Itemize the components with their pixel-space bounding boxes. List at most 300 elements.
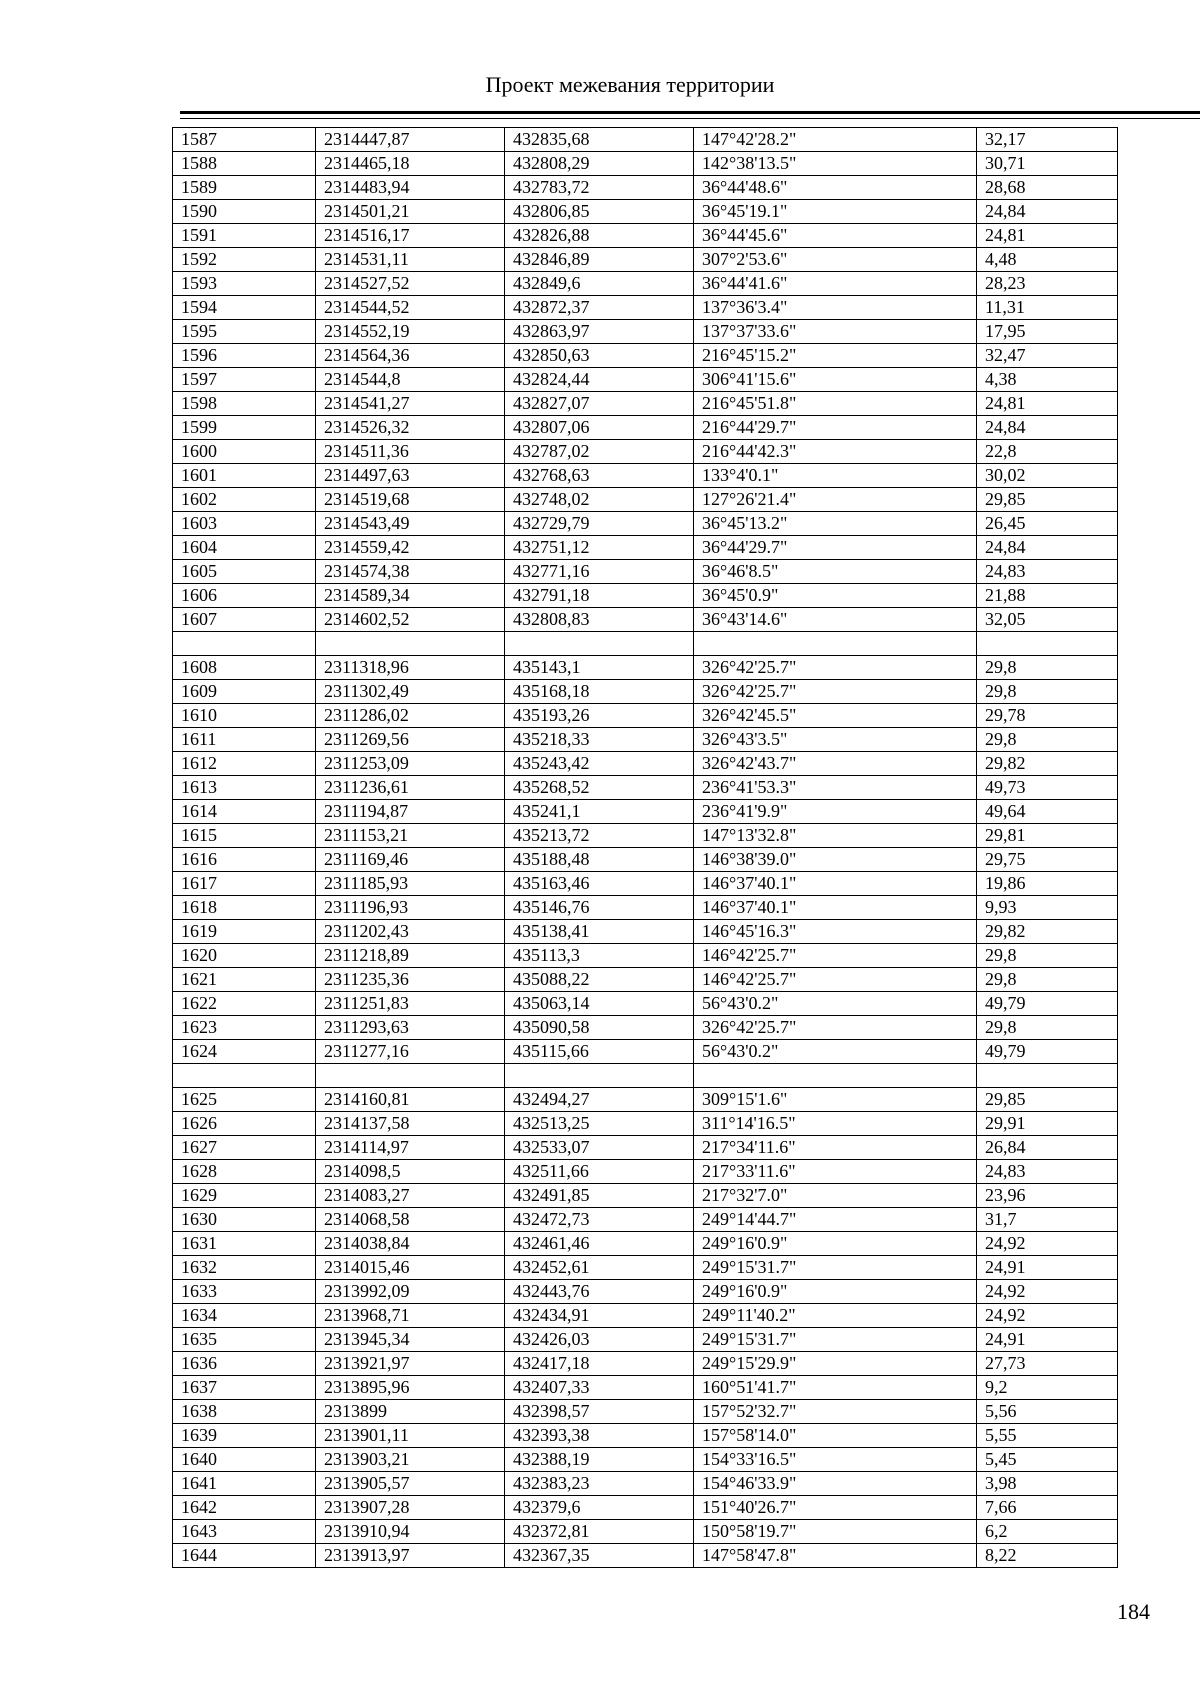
- bearing-cell: 157°52'32.7": [694, 1400, 977, 1424]
- point-number-cell: 1636: [173, 1352, 316, 1376]
- distance-cell: 30,02: [977, 464, 1118, 488]
- point-number-cell: 1640: [173, 1448, 316, 1472]
- point-number-cell: 1600: [173, 440, 316, 464]
- distance-cell: 5,55: [977, 1424, 1118, 1448]
- bearing-cell: 249°11'40.2": [694, 1304, 977, 1328]
- distance-cell: 8,22: [977, 1544, 1118, 1568]
- x-coordinate-cell: 2313913,97: [316, 1544, 505, 1568]
- y-coordinate-cell: 432826,88: [505, 224, 694, 248]
- table-row: [173, 224, 1118, 248]
- y-coordinate-cell: 432393,38: [505, 1424, 694, 1448]
- table-row: [173, 560, 1118, 584]
- page-number: 184: [1117, 1599, 1150, 1624]
- y-coordinate-cell: 432827,07: [505, 392, 694, 416]
- table-row: [173, 848, 1118, 872]
- bearing-cell: 36°44'29.7": [694, 536, 977, 560]
- point-number-cell: 1630: [173, 1208, 316, 1232]
- bearing-cell: 146°37'40.1": [694, 872, 977, 896]
- distance-cell: [977, 1064, 1118, 1088]
- bearing-cell: 36°45'19.1": [694, 200, 977, 224]
- y-coordinate-cell: 432452,61: [505, 1256, 694, 1280]
- table-row: [173, 440, 1118, 464]
- y-coordinate-cell: 432379,6: [505, 1496, 694, 1520]
- bearing-cell: 311°14'16.5": [694, 1112, 977, 1136]
- bearing-cell: 326°43'3.5": [694, 728, 977, 752]
- x-coordinate-cell: 2313895,96: [316, 1376, 505, 1400]
- x-coordinate-cell: 2311251,83: [316, 992, 505, 1016]
- table-row: [173, 728, 1118, 752]
- distance-cell: 24,84: [977, 416, 1118, 440]
- distance-cell: 11,31: [977, 296, 1118, 320]
- distance-cell: 24,81: [977, 224, 1118, 248]
- table-row: [173, 1424, 1118, 1448]
- bearing-cell: 249°15'29.9": [694, 1352, 977, 1376]
- point-number-cell: 1607: [173, 608, 316, 632]
- distance-cell: 6,2: [977, 1520, 1118, 1544]
- point-number-cell: 1635: [173, 1328, 316, 1352]
- x-coordinate-cell: 2314114,97: [316, 1136, 505, 1160]
- bearing-cell: 146°42'25.7": [694, 944, 977, 968]
- x-coordinate-cell: 2311236,61: [316, 776, 505, 800]
- bearing-cell: 36°44'41.6": [694, 272, 977, 296]
- x-coordinate-cell: 2311218,89: [316, 944, 505, 968]
- point-number-cell: 1625: [173, 1088, 316, 1112]
- table-row: [173, 992, 1118, 1016]
- distance-cell: 29,78: [977, 704, 1118, 728]
- distance-cell: 3,98: [977, 1472, 1118, 1496]
- distance-cell: 24,91: [977, 1256, 1118, 1280]
- distance-cell: 29,75: [977, 848, 1118, 872]
- point-number-cell: 1611: [173, 728, 316, 752]
- distance-cell: 23,96: [977, 1184, 1118, 1208]
- distance-cell: 24,92: [977, 1304, 1118, 1328]
- x-coordinate-cell: 2311153,21: [316, 824, 505, 848]
- point-number-cell: 1644: [173, 1544, 316, 1568]
- distance-cell: 32,47: [977, 344, 1118, 368]
- distance-cell: 24,91: [977, 1328, 1118, 1352]
- bearing-cell: 154°46'33.9": [694, 1472, 977, 1496]
- x-coordinate-cell: 2314098,5: [316, 1160, 505, 1184]
- table-row: [173, 1160, 1118, 1184]
- table-row: [173, 392, 1118, 416]
- y-coordinate-cell: 435113,3: [505, 944, 694, 968]
- distance-cell: 29,8: [977, 656, 1118, 680]
- table-row: [173, 1544, 1118, 1568]
- x-coordinate-cell: 2311235,36: [316, 968, 505, 992]
- bearing-cell: 142°38'13.5": [694, 152, 977, 176]
- distance-cell: 7,66: [977, 1496, 1118, 1520]
- y-coordinate-cell: 435168,18: [505, 680, 694, 704]
- distance-cell: 31,7: [977, 1208, 1118, 1232]
- y-coordinate-cell: 432511,66: [505, 1160, 694, 1184]
- point-number-cell: 1638: [173, 1400, 316, 1424]
- point-number-cell: 1597: [173, 368, 316, 392]
- distance-cell: 5,45: [977, 1448, 1118, 1472]
- table-row: [173, 1256, 1118, 1280]
- x-coordinate-cell: 2311286,02: [316, 704, 505, 728]
- distance-cell: 26,84: [977, 1136, 1118, 1160]
- distance-cell: 49,64: [977, 800, 1118, 824]
- table-row: [173, 1376, 1118, 1400]
- bearing-cell: 56°43'0.2": [694, 992, 977, 1016]
- x-coordinate-cell: 2311253,09: [316, 752, 505, 776]
- x-coordinate-cell: 2314160,81: [316, 1088, 505, 1112]
- x-coordinate-cell: [316, 1064, 505, 1088]
- distance-cell: 49,79: [977, 992, 1118, 1016]
- distance-cell: 28,68: [977, 176, 1118, 200]
- bearing-cell: 151°40'26.7": [694, 1496, 977, 1520]
- point-number-cell: 1596: [173, 344, 316, 368]
- table-row: [173, 752, 1118, 776]
- y-coordinate-cell: 432808,29: [505, 152, 694, 176]
- table-row: [173, 1400, 1118, 1424]
- distance-cell: 4,48: [977, 248, 1118, 272]
- bearing-cell: 249°14'44.7": [694, 1208, 977, 1232]
- y-coordinate-cell: 432729,79: [505, 512, 694, 536]
- point-number-cell: 1593: [173, 272, 316, 296]
- point-number-cell: 1609: [173, 680, 316, 704]
- y-coordinate-cell: 432768,63: [505, 464, 694, 488]
- x-coordinate-cell: 2314574,38: [316, 560, 505, 584]
- table-row: [173, 872, 1118, 896]
- x-coordinate-cell: 2311194,87: [316, 800, 505, 824]
- point-number-cell: 1624: [173, 1040, 316, 1064]
- x-coordinate-cell: 2313899: [316, 1400, 505, 1424]
- coordinates-table-body: [173, 128, 1118, 1568]
- x-coordinate-cell: [316, 632, 505, 656]
- distance-cell: 24,84: [977, 536, 1118, 560]
- bearing-cell: 157°58'14.0": [694, 1424, 977, 1448]
- y-coordinate-cell: 432807,06: [505, 416, 694, 440]
- table-row: [173, 704, 1118, 728]
- y-coordinate-cell: 435143,1: [505, 656, 694, 680]
- point-number-cell: 1639: [173, 1424, 316, 1448]
- distance-cell: 9,2: [977, 1376, 1118, 1400]
- bearing-cell: 36°46'8.5": [694, 560, 977, 584]
- point-number-cell: 1588: [173, 152, 316, 176]
- distance-cell: 29,91: [977, 1112, 1118, 1136]
- y-coordinate-cell: 435163,46: [505, 872, 694, 896]
- x-coordinate-cell: 2313945,34: [316, 1328, 505, 1352]
- y-coordinate-cell: 432383,23: [505, 1472, 694, 1496]
- table-row: [173, 1280, 1118, 1304]
- table-row: [173, 1064, 1118, 1088]
- point-number-cell: 1592: [173, 248, 316, 272]
- bearing-cell: 216°45'51.8": [694, 392, 977, 416]
- x-coordinate-cell: 2313907,28: [316, 1496, 505, 1520]
- x-coordinate-cell: 2313901,11: [316, 1424, 505, 1448]
- x-coordinate-cell: 2313910,94: [316, 1520, 505, 1544]
- point-number-cell: 1643: [173, 1520, 316, 1544]
- x-coordinate-cell: 2311196,93: [316, 896, 505, 920]
- table-row: [173, 1184, 1118, 1208]
- x-coordinate-cell: 2314083,27: [316, 1184, 505, 1208]
- distance-cell: 28,23: [977, 272, 1118, 296]
- distance-cell: 9,93: [977, 896, 1118, 920]
- table-row: [173, 1472, 1118, 1496]
- y-coordinate-cell: 432426,03: [505, 1328, 694, 1352]
- point-number-cell: 1622: [173, 992, 316, 1016]
- table-row: [173, 1448, 1118, 1472]
- y-coordinate-cell: 435146,76: [505, 896, 694, 920]
- table-row: [173, 1328, 1118, 1352]
- bearing-cell: 216°45'15.2": [694, 344, 977, 368]
- table-row: [173, 128, 1118, 152]
- x-coordinate-cell: 2311202,43: [316, 920, 505, 944]
- y-coordinate-cell: 435243,42: [505, 752, 694, 776]
- y-coordinate-cell: 432407,33: [505, 1376, 694, 1400]
- x-coordinate-cell: 2314543,49: [316, 512, 505, 536]
- point-number-cell: 1627: [173, 1136, 316, 1160]
- bearing-cell: 217°33'11.6": [694, 1160, 977, 1184]
- x-coordinate-cell: 2314541,27: [316, 392, 505, 416]
- distance-cell: 5,56: [977, 1400, 1118, 1424]
- table-row: [173, 416, 1118, 440]
- y-coordinate-cell: 432808,83: [505, 608, 694, 632]
- y-coordinate-cell: 435193,26: [505, 704, 694, 728]
- x-coordinate-cell: 2311302,49: [316, 680, 505, 704]
- distance-cell: 49,79: [977, 1040, 1118, 1064]
- point-number-cell: 1642: [173, 1496, 316, 1520]
- y-coordinate-cell: 432846,89: [505, 248, 694, 272]
- point-number-cell: 1610: [173, 704, 316, 728]
- distance-cell: 4,38: [977, 368, 1118, 392]
- distance-cell: 24,83: [977, 560, 1118, 584]
- table-row: [173, 1352, 1118, 1376]
- x-coordinate-cell: 2313921,97: [316, 1352, 505, 1376]
- distance-cell: 24,83: [977, 1160, 1118, 1184]
- point-number-cell: 1602: [173, 488, 316, 512]
- distance-cell: 24,92: [977, 1280, 1118, 1304]
- bearing-cell: 236°41'53.3": [694, 776, 977, 800]
- point-number-cell: 1604: [173, 536, 316, 560]
- bearing-cell: 216°44'29.7": [694, 416, 977, 440]
- table-row: [173, 272, 1118, 296]
- point-number-cell: 1616: [173, 848, 316, 872]
- table-row: [173, 680, 1118, 704]
- bearing-cell: 56°43'0.2": [694, 1040, 977, 1064]
- page-header-title: Проект межевания территории: [485, 72, 775, 97]
- y-coordinate-cell: 435213,72: [505, 824, 694, 848]
- coordinates-table: [172, 127, 1118, 1568]
- x-coordinate-cell: 2314068,58: [316, 1208, 505, 1232]
- point-number-cell: 1608: [173, 656, 316, 680]
- bearing-cell: 147°58'47.8": [694, 1544, 977, 1568]
- table-row: [173, 1088, 1118, 1112]
- table-row: [173, 296, 1118, 320]
- table-row: [173, 584, 1118, 608]
- point-number-cell: 1589: [173, 176, 316, 200]
- y-coordinate-cell: 432472,73: [505, 1208, 694, 1232]
- x-coordinate-cell: 2314038,84: [316, 1232, 505, 1256]
- bearing-cell: 306°41'15.6": [694, 368, 977, 392]
- point-number-cell: 1626: [173, 1112, 316, 1136]
- bearing-cell: 216°44'42.3": [694, 440, 977, 464]
- table-row: [173, 320, 1118, 344]
- bearing-cell: 147°13'32.8": [694, 824, 977, 848]
- table-row: [173, 944, 1118, 968]
- point-number-cell: 1623: [173, 1016, 316, 1040]
- table-row: [173, 368, 1118, 392]
- distance-cell: [977, 632, 1118, 656]
- point-number-cell: 1620: [173, 944, 316, 968]
- header-rule-thin: [180, 118, 1200, 119]
- point-number-cell: 1634: [173, 1304, 316, 1328]
- x-coordinate-cell: 2314531,11: [316, 248, 505, 272]
- distance-cell: 29,85: [977, 488, 1118, 512]
- distance-cell: 22,8: [977, 440, 1118, 464]
- bearing-cell: 326°42'45.5": [694, 704, 977, 728]
- bearing-cell: 236°41'9.9": [694, 800, 977, 824]
- bearing-cell: 146°45'16.3": [694, 920, 977, 944]
- bearing-cell: 326°42'25.7": [694, 1016, 977, 1040]
- y-coordinate-cell: 432434,91: [505, 1304, 694, 1328]
- bearing-cell: 36°45'0.9": [694, 584, 977, 608]
- distance-cell: 30,71: [977, 152, 1118, 176]
- x-coordinate-cell: 2313905,57: [316, 1472, 505, 1496]
- distance-cell: 29,81: [977, 824, 1118, 848]
- distance-cell: 29,8: [977, 1016, 1118, 1040]
- bearing-cell: 217°34'11.6": [694, 1136, 977, 1160]
- distance-cell: 27,73: [977, 1352, 1118, 1376]
- point-number-cell: 1590: [173, 200, 316, 224]
- table-row: [173, 1232, 1118, 1256]
- table-row: [173, 968, 1118, 992]
- y-coordinate-cell: [505, 1064, 694, 1088]
- x-coordinate-cell: 2314501,21: [316, 200, 505, 224]
- y-coordinate-cell: 435188,48: [505, 848, 694, 872]
- y-coordinate-cell: 432417,18: [505, 1352, 694, 1376]
- y-coordinate-cell: 432791,18: [505, 584, 694, 608]
- bearing-cell: 146°38'39.0": [694, 848, 977, 872]
- bearing-cell: 36°45'13.2": [694, 512, 977, 536]
- y-coordinate-cell: 432872,37: [505, 296, 694, 320]
- point-number-cell: 1633: [173, 1280, 316, 1304]
- x-coordinate-cell: 2314015,46: [316, 1256, 505, 1280]
- bearing-cell: 137°36'3.4": [694, 296, 977, 320]
- y-coordinate-cell: 432491,85: [505, 1184, 694, 1208]
- distance-cell: 29,82: [977, 920, 1118, 944]
- x-coordinate-cell: 2314552,19: [316, 320, 505, 344]
- x-coordinate-cell: 2313968,71: [316, 1304, 505, 1328]
- table-row: [173, 632, 1118, 656]
- table-row: [173, 1208, 1118, 1232]
- distance-cell: 21,88: [977, 584, 1118, 608]
- x-coordinate-cell: 2314497,63: [316, 464, 505, 488]
- x-coordinate-cell: 2311185,93: [316, 872, 505, 896]
- bearing-cell: 249°15'31.7": [694, 1328, 977, 1352]
- y-coordinate-cell: 432863,97: [505, 320, 694, 344]
- y-coordinate-cell: 432461,46: [505, 1232, 694, 1256]
- distance-cell: 29,8: [977, 728, 1118, 752]
- y-coordinate-cell: 432771,16: [505, 560, 694, 584]
- point-number-cell: 1595: [173, 320, 316, 344]
- bearing-cell: 150°58'19.7": [694, 1520, 977, 1544]
- bearing-cell: 307°2'53.6": [694, 248, 977, 272]
- bearing-cell: 154°33'16.5": [694, 1448, 977, 1472]
- table-row: [173, 1112, 1118, 1136]
- point-number-cell: 1599: [173, 416, 316, 440]
- table-row: [173, 1520, 1118, 1544]
- y-coordinate-cell: 435088,22: [505, 968, 694, 992]
- bearing-cell: 127°26'21.4": [694, 488, 977, 512]
- bearing-cell: 326°42'25.7": [694, 680, 977, 704]
- bearing-cell: 147°42'28.2": [694, 128, 977, 152]
- x-coordinate-cell: 2314602,52: [316, 608, 505, 632]
- point-number-cell: 1614: [173, 800, 316, 824]
- x-coordinate-cell: 2314511,36: [316, 440, 505, 464]
- y-coordinate-cell: 432494,27: [505, 1088, 694, 1112]
- table-row: [173, 344, 1118, 368]
- table-row: [173, 200, 1118, 224]
- table-row: [173, 896, 1118, 920]
- distance-cell: 32,17: [977, 128, 1118, 152]
- y-coordinate-cell: 432850,63: [505, 344, 694, 368]
- distance-cell: 32,05: [977, 608, 1118, 632]
- y-coordinate-cell: 432835,68: [505, 128, 694, 152]
- x-coordinate-cell: 2311269,56: [316, 728, 505, 752]
- table-row: [173, 608, 1118, 632]
- table-row: [173, 1496, 1118, 1520]
- y-coordinate-cell: 432533,07: [505, 1136, 694, 1160]
- x-coordinate-cell: 2314544,8: [316, 368, 505, 392]
- x-coordinate-cell: 2313903,21: [316, 1448, 505, 1472]
- distance-cell: 49,73: [977, 776, 1118, 800]
- bearing-cell: [694, 1064, 977, 1088]
- x-coordinate-cell: 2314589,34: [316, 584, 505, 608]
- table-row: [173, 1016, 1118, 1040]
- point-number-cell: 1605: [173, 560, 316, 584]
- table-row: [173, 152, 1118, 176]
- distance-cell: 29,8: [977, 968, 1118, 992]
- y-coordinate-cell: 432513,25: [505, 1112, 694, 1136]
- bearing-cell: 249°16'0.9": [694, 1280, 977, 1304]
- point-number-cell: 1618: [173, 896, 316, 920]
- table-row: [173, 656, 1118, 680]
- y-coordinate-cell: 432806,85: [505, 200, 694, 224]
- y-coordinate-cell: 432787,02: [505, 440, 694, 464]
- header-rule-thick: [180, 111, 1200, 114]
- x-coordinate-cell: 2314564,36: [316, 344, 505, 368]
- bearing-cell: 146°42'25.7": [694, 968, 977, 992]
- x-coordinate-cell: 2311318,96: [316, 656, 505, 680]
- point-number-cell: 1606: [173, 584, 316, 608]
- bearing-cell: 249°15'31.7": [694, 1256, 977, 1280]
- y-coordinate-cell: 435090,58: [505, 1016, 694, 1040]
- point-number-cell: [173, 632, 316, 656]
- point-number-cell: 1621: [173, 968, 316, 992]
- point-number-cell: 1619: [173, 920, 316, 944]
- x-coordinate-cell: 2311293,63: [316, 1016, 505, 1040]
- point-number-cell: 1603: [173, 512, 316, 536]
- table-row: [173, 512, 1118, 536]
- bearing-cell: 36°43'14.6": [694, 608, 977, 632]
- x-coordinate-cell: 2314137,58: [316, 1112, 505, 1136]
- point-number-cell: 1632: [173, 1256, 316, 1280]
- table-row: [173, 920, 1118, 944]
- bearing-cell: 217°32'7.0": [694, 1184, 977, 1208]
- table-row: [173, 176, 1118, 200]
- point-number-cell: 1612: [173, 752, 316, 776]
- y-coordinate-cell: [505, 632, 694, 656]
- bearing-cell: 309°15'1.6": [694, 1088, 977, 1112]
- y-coordinate-cell: 432443,76: [505, 1280, 694, 1304]
- point-number-cell: [173, 1064, 316, 1088]
- point-number-cell: 1613: [173, 776, 316, 800]
- bearing-cell: 36°44'48.6": [694, 176, 977, 200]
- point-number-cell: 1598: [173, 392, 316, 416]
- x-coordinate-cell: 2314544,52: [316, 296, 505, 320]
